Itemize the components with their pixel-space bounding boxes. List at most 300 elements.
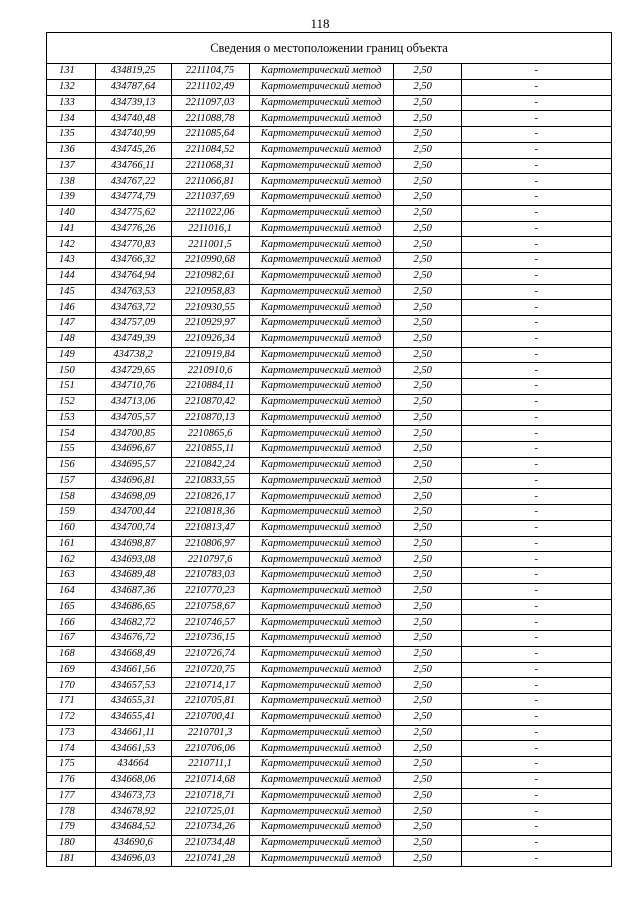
point-number-cell: 141 bbox=[47, 221, 95, 237]
point-number-cell: 131 bbox=[47, 64, 95, 79]
description-cell: - bbox=[461, 426, 611, 442]
table-row bbox=[47, 363, 611, 379]
accuracy-cell: 2,50 bbox=[393, 79, 461, 95]
method-cell: Картометрический метод bbox=[249, 190, 393, 206]
table-row bbox=[47, 646, 611, 662]
table-row bbox=[47, 505, 611, 521]
table-row bbox=[47, 300, 611, 316]
method-cell: Картометрический метод bbox=[249, 95, 393, 111]
accuracy-cell: 2,50 bbox=[393, 457, 461, 473]
description-cell: - bbox=[461, 253, 611, 269]
x-coordinate-cell: 434739,13 bbox=[95, 95, 171, 111]
point-number-cell: 169 bbox=[47, 662, 95, 678]
description-cell: - bbox=[461, 552, 611, 568]
description-cell: - bbox=[461, 347, 611, 363]
table-row bbox=[47, 552, 611, 568]
table-row bbox=[47, 442, 611, 458]
method-cell: Картометрический метод bbox=[249, 583, 393, 599]
point-number-cell: 164 bbox=[47, 583, 95, 599]
description-cell: - bbox=[461, 505, 611, 521]
accuracy-cell: 2,50 bbox=[393, 788, 461, 804]
x-coordinate-cell: 434690,6 bbox=[95, 835, 171, 851]
table-row bbox=[47, 536, 611, 552]
method-cell: Картометрический метод bbox=[249, 284, 393, 300]
accuracy-cell: 2,50 bbox=[393, 678, 461, 694]
point-number-cell: 146 bbox=[47, 300, 95, 316]
description-cell: - bbox=[461, 678, 611, 694]
accuracy-cell: 2,50 bbox=[393, 772, 461, 788]
x-coordinate-cell: 434686,65 bbox=[95, 599, 171, 615]
point-number-cell: 147 bbox=[47, 316, 95, 332]
accuracy-cell: 2,50 bbox=[393, 520, 461, 536]
table-row bbox=[47, 820, 611, 836]
description-cell: - bbox=[461, 174, 611, 190]
method-cell: Картометрический метод bbox=[249, 205, 393, 221]
point-number-cell: 166 bbox=[47, 615, 95, 631]
point-number-cell: 144 bbox=[47, 268, 95, 284]
description-cell: - bbox=[461, 583, 611, 599]
description-cell: - bbox=[461, 725, 611, 741]
description-cell: - bbox=[461, 489, 611, 505]
accuracy-cell: 2,50 bbox=[393, 709, 461, 725]
y-coordinate-cell: 2210714,17 bbox=[171, 678, 249, 694]
table-row bbox=[47, 599, 611, 615]
accuracy-cell: 2,50 bbox=[393, 95, 461, 111]
accuracy-cell: 2,50 bbox=[393, 536, 461, 552]
method-cell: Картометрический метод bbox=[249, 268, 393, 284]
accuracy-cell: 2,50 bbox=[393, 363, 461, 379]
y-coordinate-cell: 2211102,49 bbox=[171, 79, 249, 95]
y-coordinate-cell: 2210770,23 bbox=[171, 583, 249, 599]
x-coordinate-cell: 434689,48 bbox=[95, 568, 171, 584]
point-number-cell: 178 bbox=[47, 804, 95, 820]
description-cell: - bbox=[461, 284, 611, 300]
description-cell: - bbox=[461, 190, 611, 206]
point-number-cell: 135 bbox=[47, 127, 95, 143]
description-cell: - bbox=[461, 158, 611, 174]
table-row bbox=[47, 221, 611, 237]
method-cell: Картометрический метод bbox=[249, 631, 393, 647]
description-cell: - bbox=[461, 536, 611, 552]
y-coordinate-cell: 2210818,36 bbox=[171, 505, 249, 521]
y-coordinate-cell: 2210806,97 bbox=[171, 536, 249, 552]
coordinates-table bbox=[47, 64, 611, 866]
accuracy-cell: 2,50 bbox=[393, 253, 461, 269]
table-row bbox=[47, 457, 611, 473]
accuracy-cell: 2,50 bbox=[393, 142, 461, 158]
method-cell: Картометрический метод bbox=[249, 394, 393, 410]
accuracy-cell: 2,50 bbox=[393, 268, 461, 284]
point-number-cell: 159 bbox=[47, 505, 95, 521]
x-coordinate-cell: 434700,44 bbox=[95, 505, 171, 521]
table-row bbox=[47, 316, 611, 332]
method-cell: Картометрический метод bbox=[249, 520, 393, 536]
y-coordinate-cell: 2210813,47 bbox=[171, 520, 249, 536]
x-coordinate-cell: 434787,64 bbox=[95, 79, 171, 95]
method-cell: Картометрический метод bbox=[249, 410, 393, 426]
accuracy-cell: 2,50 bbox=[393, 394, 461, 410]
table-row bbox=[47, 347, 611, 363]
x-coordinate-cell: 434664 bbox=[95, 757, 171, 773]
accuracy-cell: 2,50 bbox=[393, 615, 461, 631]
method-cell: Картометрический метод bbox=[249, 253, 393, 269]
x-coordinate-cell: 434776,26 bbox=[95, 221, 171, 237]
x-coordinate-cell: 434763,53 bbox=[95, 284, 171, 300]
table-row bbox=[47, 757, 611, 773]
y-coordinate-cell: 2210910,6 bbox=[171, 363, 249, 379]
x-coordinate-cell: 434695,57 bbox=[95, 457, 171, 473]
x-coordinate-cell: 434819,25 bbox=[95, 64, 171, 79]
table-row bbox=[47, 678, 611, 694]
table-row bbox=[47, 788, 611, 804]
accuracy-cell: 2,50 bbox=[393, 757, 461, 773]
point-number-cell: 145 bbox=[47, 284, 95, 300]
description-cell: - bbox=[461, 741, 611, 757]
description-cell: - bbox=[461, 772, 611, 788]
accuracy-cell: 2,50 bbox=[393, 284, 461, 300]
method-cell: Картометрический метод bbox=[249, 426, 393, 442]
table-row bbox=[47, 489, 611, 505]
x-coordinate-cell: 434740,48 bbox=[95, 111, 171, 127]
point-number-cell: 180 bbox=[47, 835, 95, 851]
description-cell: - bbox=[461, 221, 611, 237]
accuracy-cell: 2,50 bbox=[393, 205, 461, 221]
x-coordinate-cell: 434775,62 bbox=[95, 205, 171, 221]
point-number-cell: 152 bbox=[47, 394, 95, 410]
method-cell: Картометрический метод bbox=[249, 835, 393, 851]
point-number-cell: 165 bbox=[47, 599, 95, 615]
method-cell: Картометрический метод bbox=[249, 300, 393, 316]
x-coordinate-cell: 434766,11 bbox=[95, 158, 171, 174]
table-row bbox=[47, 568, 611, 584]
point-number-cell: 175 bbox=[47, 757, 95, 773]
accuracy-cell: 2,50 bbox=[393, 835, 461, 851]
y-coordinate-cell: 2210714,68 bbox=[171, 772, 249, 788]
point-number-cell: 148 bbox=[47, 331, 95, 347]
table-row bbox=[47, 410, 611, 426]
x-coordinate-cell: 434749,39 bbox=[95, 331, 171, 347]
table-row bbox=[47, 835, 611, 851]
description-cell: - bbox=[461, 631, 611, 647]
method-cell: Картометрический метод bbox=[249, 111, 393, 127]
point-number-cell: 156 bbox=[47, 457, 95, 473]
y-coordinate-cell: 2211104,75 bbox=[171, 64, 249, 79]
y-coordinate-cell: 2210701,3 bbox=[171, 725, 249, 741]
method-cell: Картометрический метод bbox=[249, 158, 393, 174]
x-coordinate-cell: 434668,49 bbox=[95, 646, 171, 662]
table-row bbox=[47, 804, 611, 820]
method-cell: Картометрический метод bbox=[249, 788, 393, 804]
y-coordinate-cell: 2210982,61 bbox=[171, 268, 249, 284]
y-coordinate-cell: 2210720,75 bbox=[171, 662, 249, 678]
point-number-cell: 133 bbox=[47, 95, 95, 111]
description-cell: - bbox=[461, 457, 611, 473]
method-cell: Картометрический метод bbox=[249, 552, 393, 568]
x-coordinate-cell: 434713,06 bbox=[95, 394, 171, 410]
page-number: 118 bbox=[310, 16, 330, 31]
method-cell: Картометрический метод bbox=[249, 615, 393, 631]
x-coordinate-cell: 434668,06 bbox=[95, 772, 171, 788]
point-number-cell: 139 bbox=[47, 190, 95, 206]
y-coordinate-cell: 2210855,11 bbox=[171, 442, 249, 458]
y-coordinate-cell: 2210726,74 bbox=[171, 646, 249, 662]
description-cell: - bbox=[461, 646, 611, 662]
y-coordinate-cell: 2210741,28 bbox=[171, 851, 249, 866]
y-coordinate-cell: 2210884,11 bbox=[171, 379, 249, 395]
accuracy-cell: 2,50 bbox=[393, 410, 461, 426]
table-row bbox=[47, 190, 611, 206]
point-number-cell: 168 bbox=[47, 646, 95, 662]
table-row bbox=[47, 851, 611, 866]
description-cell: - bbox=[461, 473, 611, 489]
accuracy-cell: 2,50 bbox=[393, 646, 461, 662]
x-coordinate-cell: 434687,36 bbox=[95, 583, 171, 599]
accuracy-cell: 2,50 bbox=[393, 190, 461, 206]
y-coordinate-cell: 2210711,1 bbox=[171, 757, 249, 773]
point-number-cell: 176 bbox=[47, 772, 95, 788]
method-cell: Картометрический метод bbox=[249, 709, 393, 725]
method-cell: Картометрический метод bbox=[249, 331, 393, 347]
accuracy-cell: 2,50 bbox=[393, 851, 461, 866]
method-cell: Картометрический метод bbox=[249, 757, 393, 773]
table-row bbox=[47, 237, 611, 253]
y-coordinate-cell: 2210930,55 bbox=[171, 300, 249, 316]
accuracy-cell: 2,50 bbox=[393, 599, 461, 615]
point-number-cell: 151 bbox=[47, 379, 95, 395]
accuracy-cell: 2,50 bbox=[393, 331, 461, 347]
y-coordinate-cell: 2210705,81 bbox=[171, 694, 249, 710]
x-coordinate-cell: 434738,2 bbox=[95, 347, 171, 363]
x-coordinate-cell: 434661,11 bbox=[95, 725, 171, 741]
accuracy-cell: 2,50 bbox=[393, 426, 461, 442]
y-coordinate-cell: 2211016,1 bbox=[171, 221, 249, 237]
point-number-cell: 140 bbox=[47, 205, 95, 221]
method-cell: Картометрический метод bbox=[249, 489, 393, 505]
y-coordinate-cell: 2211037,69 bbox=[171, 190, 249, 206]
point-number-cell: 177 bbox=[47, 788, 95, 804]
y-coordinate-cell: 2210706,06 bbox=[171, 741, 249, 757]
description-cell: - bbox=[461, 127, 611, 143]
x-coordinate-cell: 434661,56 bbox=[95, 662, 171, 678]
y-coordinate-cell: 2210797,6 bbox=[171, 552, 249, 568]
point-number-cell: 173 bbox=[47, 725, 95, 741]
method-cell: Картометрический метод bbox=[249, 142, 393, 158]
y-coordinate-cell: 2210734,48 bbox=[171, 835, 249, 851]
table-title: Сведения о местоположении границ объекта bbox=[47, 33, 611, 64]
method-cell: Картометрический метод bbox=[249, 694, 393, 710]
y-coordinate-cell: 2210783,03 bbox=[171, 568, 249, 584]
x-coordinate-cell: 434698,87 bbox=[95, 536, 171, 552]
description-cell: - bbox=[461, 694, 611, 710]
accuracy-cell: 2,50 bbox=[393, 64, 461, 79]
table-row bbox=[47, 583, 611, 599]
method-cell: Картометрический метод bbox=[249, 221, 393, 237]
table-row bbox=[47, 95, 611, 111]
point-number-cell: 181 bbox=[47, 851, 95, 866]
table-row bbox=[47, 284, 611, 300]
point-number-cell: 136 bbox=[47, 142, 95, 158]
point-number-cell: 170 bbox=[47, 678, 95, 694]
y-coordinate-cell: 2210870,13 bbox=[171, 410, 249, 426]
table-row bbox=[47, 772, 611, 788]
point-number-cell: 155 bbox=[47, 442, 95, 458]
table-row bbox=[47, 662, 611, 678]
point-number-cell: 161 bbox=[47, 536, 95, 552]
description-cell: - bbox=[461, 300, 611, 316]
table-row bbox=[47, 394, 611, 410]
description-cell: - bbox=[461, 615, 611, 631]
point-number-cell: 171 bbox=[47, 694, 95, 710]
y-coordinate-cell: 2210734,26 bbox=[171, 820, 249, 836]
method-cell: Картометрический метод bbox=[249, 741, 393, 757]
table-row bbox=[47, 331, 611, 347]
method-cell: Картометрический метод bbox=[249, 725, 393, 741]
description-cell: - bbox=[461, 757, 611, 773]
method-cell: Картометрический метод bbox=[249, 473, 393, 489]
accuracy-cell: 2,50 bbox=[393, 662, 461, 678]
x-coordinate-cell: 434693,08 bbox=[95, 552, 171, 568]
x-coordinate-cell: 434676,72 bbox=[95, 631, 171, 647]
y-coordinate-cell: 2210700,41 bbox=[171, 709, 249, 725]
accuracy-cell: 2,50 bbox=[393, 237, 461, 253]
point-number-cell: 142 bbox=[47, 237, 95, 253]
table-row bbox=[47, 142, 611, 158]
y-coordinate-cell: 2211066,81 bbox=[171, 174, 249, 190]
y-coordinate-cell: 2210746,57 bbox=[171, 615, 249, 631]
accuracy-cell: 2,50 bbox=[393, 489, 461, 505]
method-cell: Картометрический метод bbox=[249, 347, 393, 363]
description-cell: - bbox=[461, 205, 611, 221]
x-coordinate-cell: 434696,81 bbox=[95, 473, 171, 489]
x-coordinate-cell: 434710,76 bbox=[95, 379, 171, 395]
accuracy-cell: 2,50 bbox=[393, 631, 461, 647]
y-coordinate-cell: 2210929,97 bbox=[171, 316, 249, 332]
y-coordinate-cell: 2211068,31 bbox=[171, 158, 249, 174]
description-cell: - bbox=[461, 64, 611, 79]
table-row bbox=[47, 725, 611, 741]
description-cell: - bbox=[461, 316, 611, 332]
y-coordinate-cell: 2210718,71 bbox=[171, 788, 249, 804]
table-row bbox=[47, 253, 611, 269]
method-cell: Картометрический метод bbox=[249, 820, 393, 836]
table-body bbox=[47, 64, 611, 866]
method-cell: Картометрический метод bbox=[249, 851, 393, 866]
point-number-cell: 132 bbox=[47, 79, 95, 95]
method-cell: Картометрический метод bbox=[249, 457, 393, 473]
x-coordinate-cell: 434774,79 bbox=[95, 190, 171, 206]
x-coordinate-cell: 434729,65 bbox=[95, 363, 171, 379]
description-cell: - bbox=[461, 520, 611, 536]
point-number-cell: 160 bbox=[47, 520, 95, 536]
x-coordinate-cell: 434655,41 bbox=[95, 709, 171, 725]
y-coordinate-cell: 2210865,6 bbox=[171, 426, 249, 442]
method-cell: Картометрический метод bbox=[249, 237, 393, 253]
description-cell: - bbox=[461, 442, 611, 458]
y-coordinate-cell: 2210958,83 bbox=[171, 284, 249, 300]
method-cell: Картометрический метод bbox=[249, 316, 393, 332]
y-coordinate-cell: 2211097,03 bbox=[171, 95, 249, 111]
method-cell: Картометрический метод bbox=[249, 678, 393, 694]
description-cell: - bbox=[461, 142, 611, 158]
description-cell: - bbox=[461, 788, 611, 804]
x-coordinate-cell: 434770,83 bbox=[95, 237, 171, 253]
table-row bbox=[47, 379, 611, 395]
y-coordinate-cell: 2210833,55 bbox=[171, 473, 249, 489]
method-cell: Картометрический метод bbox=[249, 505, 393, 521]
method-cell: Картометрический метод bbox=[249, 442, 393, 458]
description-cell: - bbox=[461, 363, 611, 379]
table-row bbox=[47, 268, 611, 284]
description-cell: - bbox=[461, 804, 611, 820]
description-cell: - bbox=[461, 835, 611, 851]
y-coordinate-cell: 2211084,52 bbox=[171, 142, 249, 158]
table-row bbox=[47, 174, 611, 190]
table-row bbox=[47, 615, 611, 631]
table-row bbox=[47, 473, 611, 489]
accuracy-cell: 2,50 bbox=[393, 111, 461, 127]
table-row bbox=[47, 127, 611, 143]
point-number-cell: 163 bbox=[47, 568, 95, 584]
x-coordinate-cell: 434764,94 bbox=[95, 268, 171, 284]
description-cell: - bbox=[461, 95, 611, 111]
accuracy-cell: 2,50 bbox=[393, 316, 461, 332]
y-coordinate-cell: 2210990,68 bbox=[171, 253, 249, 269]
description-cell: - bbox=[461, 599, 611, 615]
description-cell: - bbox=[461, 709, 611, 725]
y-coordinate-cell: 2210826,17 bbox=[171, 489, 249, 505]
y-coordinate-cell: 2210736,15 bbox=[171, 631, 249, 647]
point-number-cell: 167 bbox=[47, 631, 95, 647]
method-cell: Картометрический метод bbox=[249, 804, 393, 820]
description-cell: - bbox=[461, 394, 611, 410]
accuracy-cell: 2,50 bbox=[393, 347, 461, 363]
x-coordinate-cell: 434696,67 bbox=[95, 442, 171, 458]
method-cell: Картометрический метод bbox=[249, 772, 393, 788]
description-cell: - bbox=[461, 79, 611, 95]
point-number-cell: 154 bbox=[47, 426, 95, 442]
x-coordinate-cell: 434740,99 bbox=[95, 127, 171, 143]
x-coordinate-cell: 434684,52 bbox=[95, 820, 171, 836]
point-number-cell: 134 bbox=[47, 111, 95, 127]
point-number-cell: 162 bbox=[47, 552, 95, 568]
method-cell: Картометрический метод bbox=[249, 599, 393, 615]
x-coordinate-cell: 434696,03 bbox=[95, 851, 171, 866]
table-row bbox=[47, 631, 611, 647]
x-coordinate-cell: 434657,53 bbox=[95, 678, 171, 694]
x-coordinate-cell: 434655,31 bbox=[95, 694, 171, 710]
method-cell: Картометрический метод bbox=[249, 646, 393, 662]
point-number-cell: 153 bbox=[47, 410, 95, 426]
x-coordinate-cell: 434661,53 bbox=[95, 741, 171, 757]
method-cell: Картометрический метод bbox=[249, 363, 393, 379]
point-number-cell: 179 bbox=[47, 820, 95, 836]
accuracy-cell: 2,50 bbox=[393, 127, 461, 143]
method-cell: Картометрический метод bbox=[249, 174, 393, 190]
table-row bbox=[47, 709, 611, 725]
description-cell: - bbox=[461, 820, 611, 836]
x-coordinate-cell: 434678,92 bbox=[95, 804, 171, 820]
accuracy-cell: 2,50 bbox=[393, 804, 461, 820]
point-number-cell: 149 bbox=[47, 347, 95, 363]
method-cell: Картометрический метод bbox=[249, 662, 393, 678]
description-cell: - bbox=[461, 851, 611, 866]
table-row bbox=[47, 64, 611, 79]
method-cell: Картометрический метод bbox=[249, 64, 393, 79]
accuracy-cell: 2,50 bbox=[393, 473, 461, 489]
accuracy-cell: 2,50 bbox=[393, 442, 461, 458]
x-coordinate-cell: 434763,72 bbox=[95, 300, 171, 316]
table-row bbox=[47, 741, 611, 757]
